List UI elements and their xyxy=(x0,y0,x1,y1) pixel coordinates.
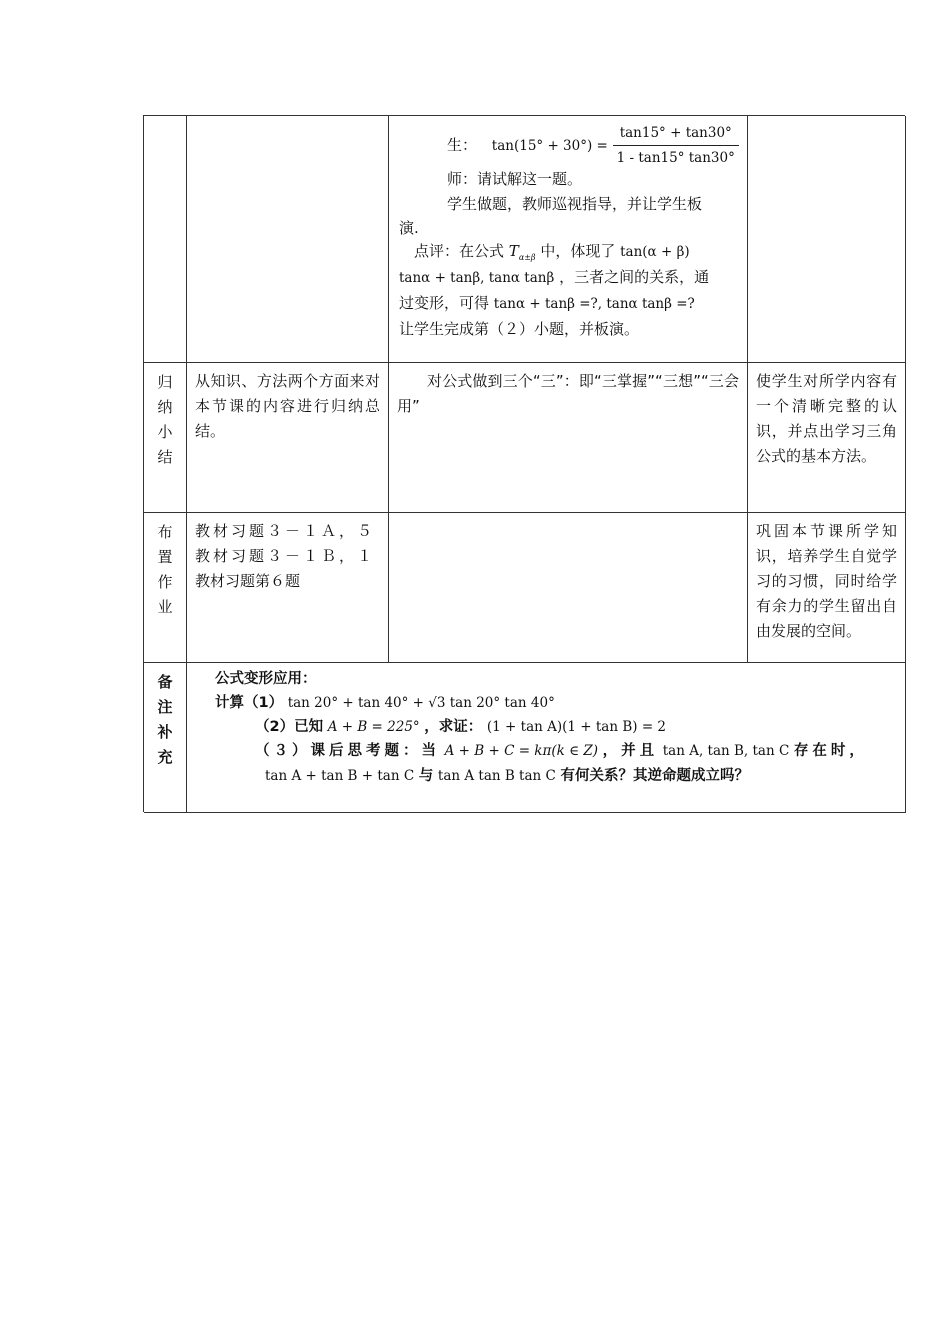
row4-notes-cell xyxy=(187,663,906,813)
homework-line: 教材习题３－１Ｂ，１ xyxy=(195,547,376,565)
row3-purpose-cell: 巩固本节课所学知识，培养学生自觉学习的习惯，同时给学有余力的学生留出自由发展的空间。 xyxy=(748,513,906,663)
row2-purpose-cell: 使学生对所学内容有一个清晰完整的认识，并点出学习三角公式的基本方法。 xyxy=(748,363,906,513)
row2-label-cell: 归 纳 小 结 xyxy=(144,363,187,513)
row3-label-cell: 布 置 作 业 xyxy=(144,513,187,663)
row1-purpose-cell xyxy=(748,116,906,363)
row1-label-cell xyxy=(144,116,187,363)
answer-fraction: $\frac{\tan 15^\circ + \tan 30^\circ}{1 - \tan 15^\circ \tan 30^\circ}$ xyxy=(613,122,739,169)
comment-line-3: 过变形，可得 tanα + tanβ =?, tanα tanβ =? xyxy=(399,294,695,312)
row1-process-cell xyxy=(389,116,748,363)
notes-problem-1: 计算（1） tan 20° + tan 40° + √3 tan 20° tan 40° xyxy=(215,695,555,711)
lesson-plan-table xyxy=(143,115,905,812)
row2-process-cell: 对公式做到三个“三”：即“三掌握”“三想”“三会用” xyxy=(389,363,748,513)
row1-method-cell xyxy=(187,116,389,363)
row3-process-cell xyxy=(389,513,748,663)
row2-method-cell: 从知识、方法两个方面来对本节课的内容进行归纳总结。 xyxy=(187,363,389,513)
student-answer-line: 生： tan(15° + 30°) = $\frac{\tan 15^\circ + \tan 30^\circ}{1 - \tan 15^\circ \tan 30^\circ}$ xyxy=(447,122,739,169)
notes-problem-3-cont: tan A + tan B + tan C 与 tan A tan B tan C 有何关系？其逆命题成立吗？ xyxy=(265,768,749,784)
teacher-line: 师：请试解这一题。 xyxy=(447,170,583,188)
comment-line-4: 让学生完成第（２）小题，并板演。 xyxy=(399,320,640,338)
notes-problem-3: （３）课后思考题：当 A + B + C = kπ(k ∈ Z) ，并且 tan A, tan B, tan C 存在时， xyxy=(255,743,868,759)
activity-line-cont: 演. xyxy=(399,219,419,237)
homework-line: 教材习题第６题 xyxy=(195,572,301,590)
notes-problem-2: （2）已知 A + B = 225° ，求证： (1 + tan A)(1 + tan B) = 2 xyxy=(255,719,667,735)
row3-method-cell xyxy=(187,513,389,663)
homework-line: 教材习题３－１Ａ，５ xyxy=(195,522,376,540)
comment-line: 点评：在公式 $T_{\alpha\pm\beta}$ 中，体现了 tan(α + β) xyxy=(414,242,690,262)
comment-line-2: tanα + tanβ, tanα tanβ ，三者之间的关系，通 xyxy=(399,268,710,286)
activity-line: 学生做题，教师巡视指导，并让学生板 xyxy=(447,195,703,213)
row4-label-cell: 备 注 补 充 xyxy=(144,663,187,813)
notes-title: 公式变形应用： xyxy=(215,671,317,687)
